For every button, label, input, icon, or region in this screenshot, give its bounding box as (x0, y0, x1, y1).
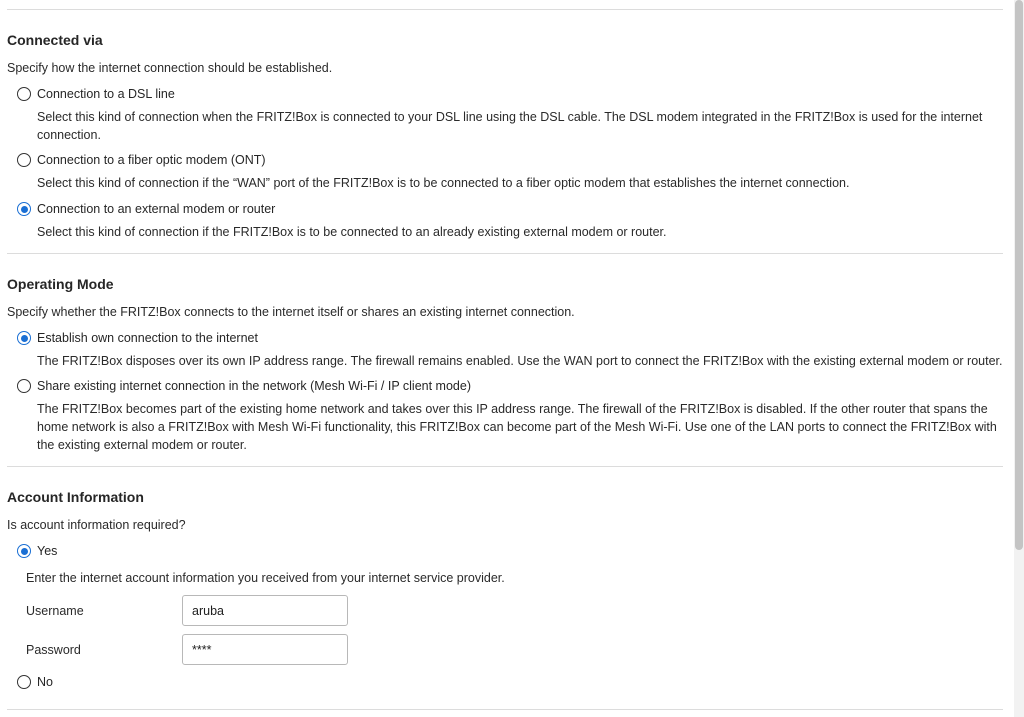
option-label-account-yes[interactable]: Yes (37, 544, 58, 558)
option-dsl-line[interactable] (7, 87, 997, 144)
password-label: Password (26, 643, 81, 657)
option-description-share-connection: The FRITZ!Box becomes part of the existing home network and takes over this IP address range. The firewall of the FRITZ!Box is disabled. If the other router that spans the home network is also a FRITZ!Box with Mesh Wi-Fi functionality, this FRITZ!Box can become part of the Mesh Wi-Fi. Use one of the LAN ports to connect the FRITZ!Box with the existing external modem or router. (37, 402, 997, 452)
section-description-connected-via: Specify how the internet connection should be established. (7, 61, 333, 75)
vertical-scrollbar[interactable] (1014, 0, 1024, 717)
option-description-fiber-optic: Select this kind of connection if the “WAN” port of the FRITZ!Box is to be connected to a fiber optic modem that establishes the internet connection. (37, 176, 850, 190)
account-yes-description: Enter the internet account information you received from your internet service provider. (26, 571, 505, 585)
option-label-external-modem[interactable]: Connection to an external modem or router (37, 202, 276, 216)
radio-account-yes[interactable] (17, 544, 31, 558)
scrollbar-thumb[interactable] (1015, 0, 1023, 550)
option-own-connection[interactable] (7, 331, 1024, 370)
divider (7, 466, 1003, 467)
username-label: Username (26, 604, 84, 618)
radio-account-no[interactable] (17, 675, 31, 689)
option-fiber-optic[interactable] (7, 153, 997, 192)
divider (7, 9, 1003, 10)
divider (7, 709, 1003, 710)
option-external-modem[interactable] (7, 202, 997, 241)
radio-share-connection[interactable] (17, 379, 31, 393)
option-label-account-no[interactable]: No (37, 675, 53, 689)
option-share-connection[interactable] (7, 379, 997, 454)
account-question: Is account information required? (7, 518, 186, 532)
radio-own-connection[interactable] (17, 331, 31, 345)
divider (7, 253, 1003, 254)
section-description-operating-mode: Specify whether the FRITZ!Box connects to the internet itself or shares an existing internet connection. (7, 305, 575, 319)
option-description-dsl-line: Select this kind of connection when the FRITZ!Box is connected to your DSL line using the DSL cable. The DSL modem integrated in the FRITZ!Box is used for the internet connection. (37, 110, 983, 142)
option-account-yes[interactable] (7, 544, 57, 559)
option-label-fiber-optic[interactable]: Connection to a fiber optic modem (ONT) (37, 153, 266, 167)
option-description-external-modem: Select this kind of connection if the FRITZ!Box is to be connected to an already existing external modem or router. (37, 225, 667, 239)
option-account-no[interactable] (7, 675, 53, 690)
option-description-own-connection: The FRITZ!Box disposes over its own IP address range. The firewall remains enabled. Use the WAN port to connect the FRITZ!Box with the existing external modem or router. (37, 354, 1003, 368)
option-label-dsl-line[interactable]: Connection to a DSL line (37, 87, 175, 101)
username-input[interactable] (182, 595, 348, 626)
section-title-connected-via: Connected via (7, 32, 103, 48)
option-label-share-connection[interactable]: Share existing internet connection in the network (Mesh Wi-Fi / IP client mode) (37, 379, 471, 393)
option-label-own-connection[interactable]: Establish own connection to the internet (37, 331, 258, 345)
password-input[interactable] (182, 634, 348, 665)
radio-external-modem[interactable] (17, 202, 31, 216)
section-title-operating-mode: Operating Mode (7, 276, 114, 292)
radio-dsl-line[interactable] (17, 87, 31, 101)
radio-fiber-optic[interactable] (17, 153, 31, 167)
section-title-account-information: Account Information (7, 489, 144, 505)
